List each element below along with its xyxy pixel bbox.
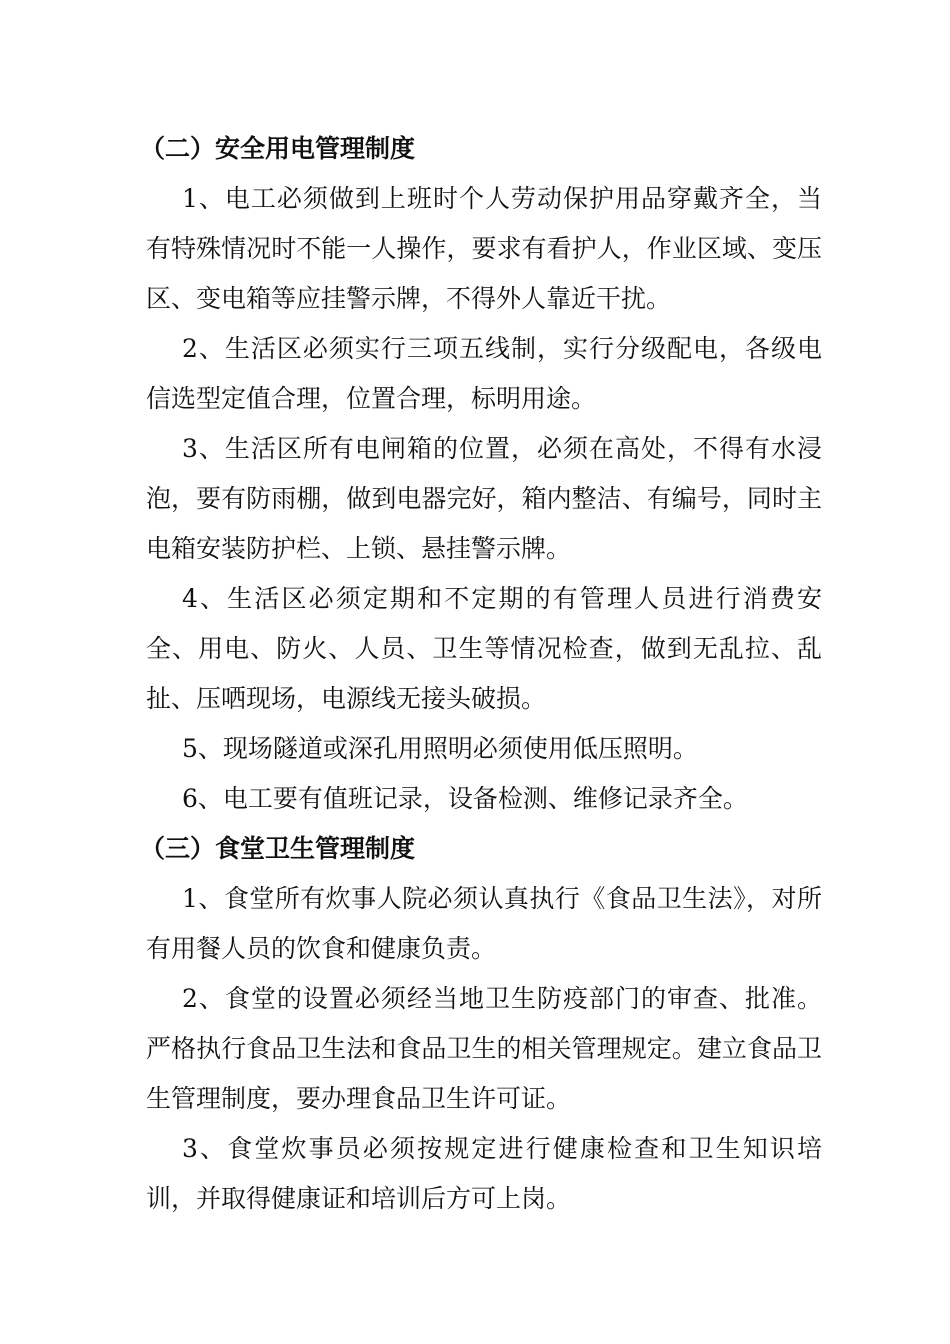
section-heading-electrical-safety: （二）安全用电管理制度 — [140, 134, 416, 163]
section-heading-canteen-hygiene: （三）食堂卫生管理制度 — [140, 834, 416, 863]
paragraph: 1、食堂所有炊事人院必须认真执行《食品卫生法》，对所有用餐人员的饮食和健康负责。 — [146, 884, 822, 963]
paragraph: 6、电工要有值班记录，设备检测、维修记录齐全。 — [182, 784, 748, 813]
paragraph: 3、食堂炊事员必须按规定进行健康检查和卫生知识培训，并取得健康证和培训后方可上岗。 — [146, 1134, 822, 1213]
paragraph: 2、食堂的设置必须经当地卫生防疫部门的审查、批准。严格执行食品卫生法和食品卫生的相关管理规定。建立食品卫生管理制度，要办理食品卫生许可证。 — [146, 984, 822, 1113]
paragraph: 4、生活区必须定期和不定期的有管理人员进行消费安全、用电、防火、人员、卫生等情况检查，做到无乱拉、乱扯、压哂现场，电源线无接头破损。 — [146, 584, 822, 713]
paragraph: 5、现场隧道或深孔用照明必须使用低压照明。 — [182, 734, 698, 763]
paragraph: 3、生活区所有电闸箱的位置，必须在高处，不得有水浸泡，要有防雨棚，做到电器完好，箱内整洁、有编号，同时主电箱安装防护栏、上锁、悬挂警示牌。 — [146, 434, 822, 563]
paragraph: 1、电工必须做到上班时个人劳动保护用品穿戴齐全，当有特殊情况时不能一人操作，要求有看护人，作业区域、变压区、变电箱等应挂警示牌，不得外人靠近干扰。 — [146, 184, 822, 313]
paragraph: 2、生活区必须实行三项五线制，实行分级配电，各级电信选型定值合理，位置合理，标明用途。 — [146, 334, 822, 413]
document-body — [140, 124, 822, 1224]
